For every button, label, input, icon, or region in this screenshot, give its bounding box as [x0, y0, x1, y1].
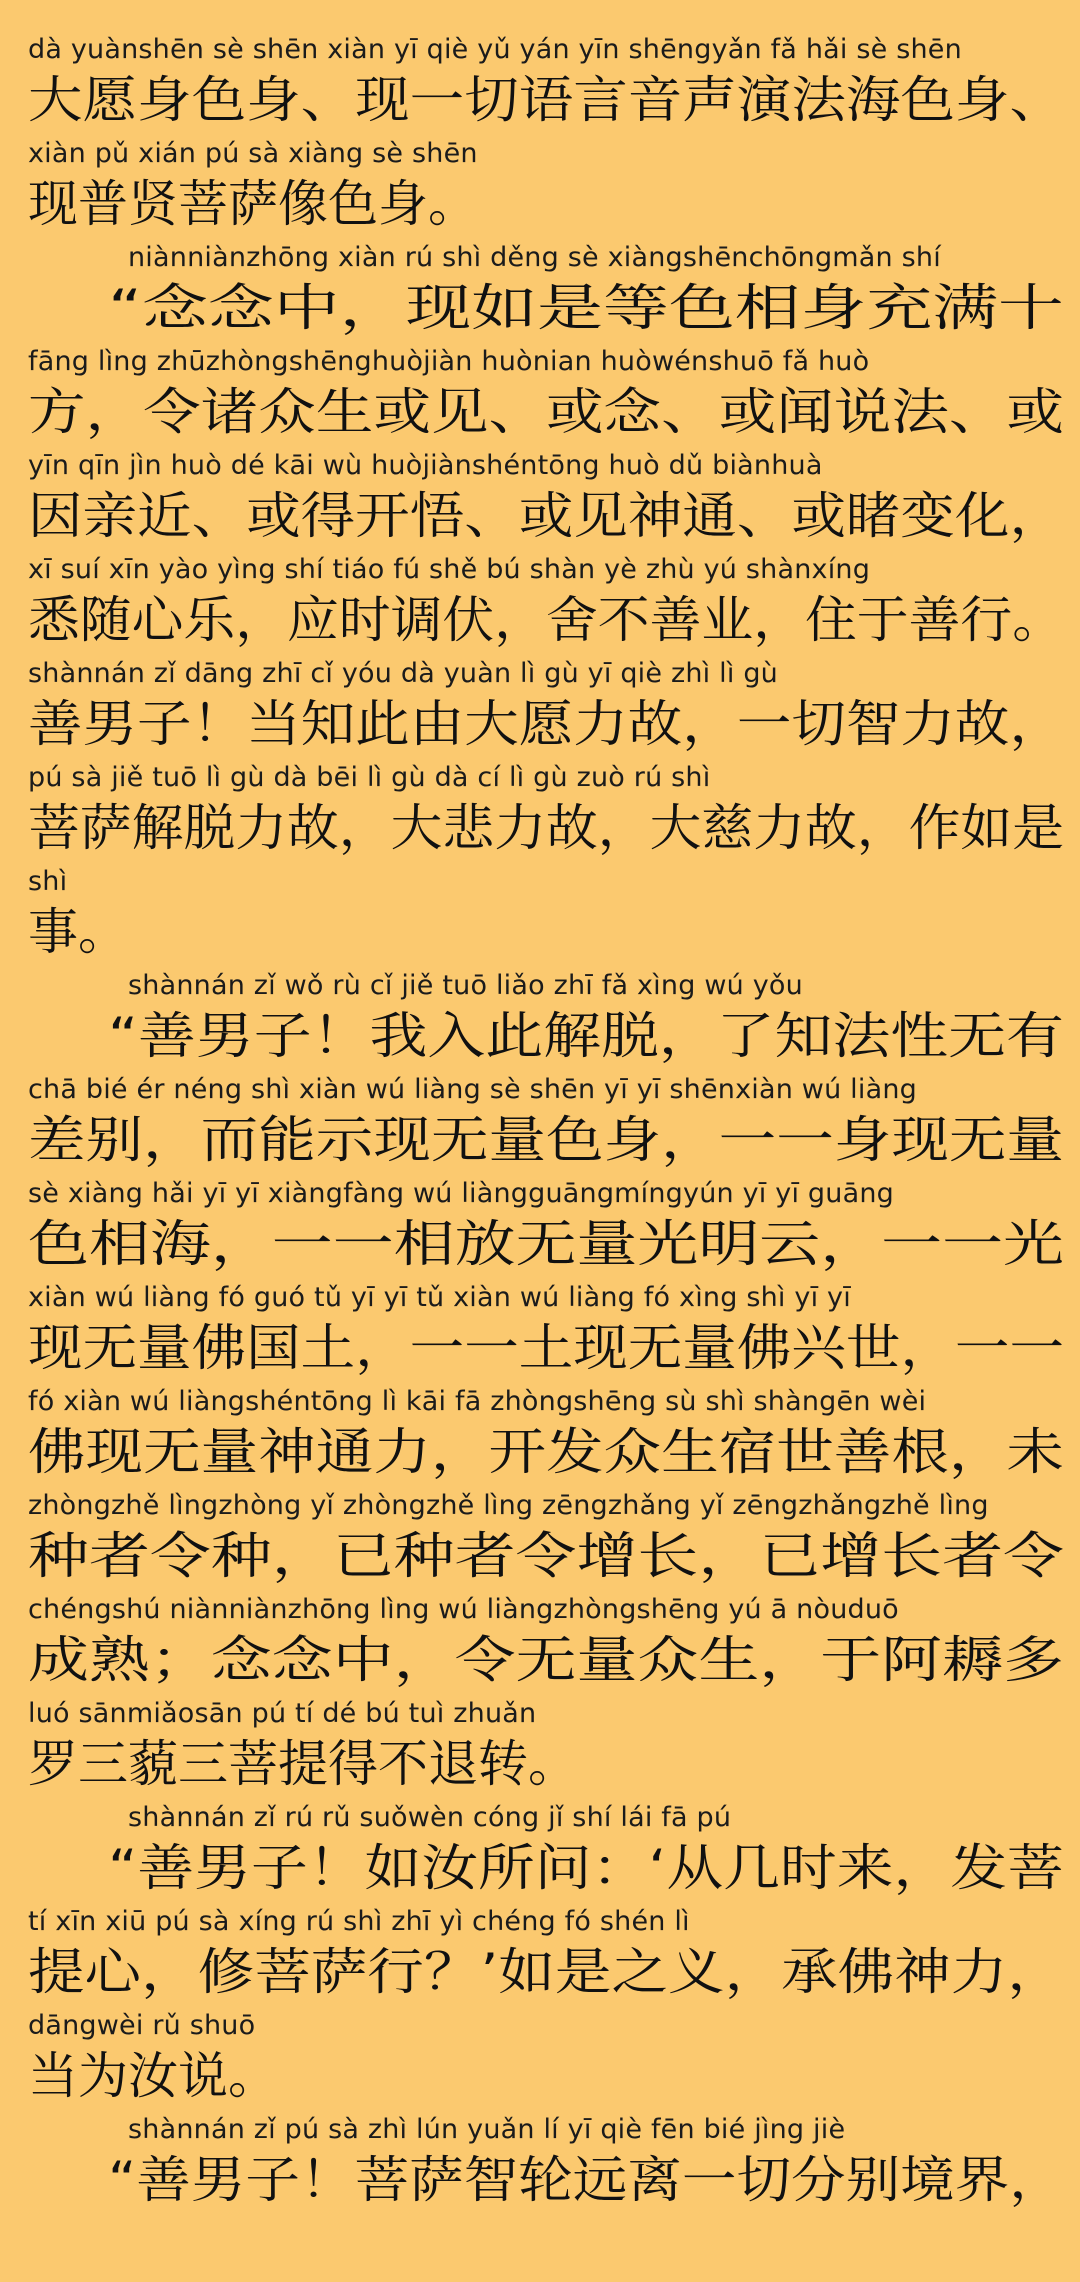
- pinyin-line-18: shànnán zǐ rú rǔ suǒwèn cóng jǐ shí lái fā pú: [128, 1802, 732, 1833]
- pinyin-line-20: dāngwèi rǔ shuō: [28, 2010, 256, 2041]
- text-line-11: [0, 1072, 1080, 1178]
- hanzi-line-1: 大愿身色身、现一切语言音声演法海色身、: [28, 71, 1064, 129]
- hanzi-line-21: “善男子！菩萨智轮远离一切分别境界，: [108, 2151, 1064, 2209]
- hanzi-line-4: 方，令诸众生或见、或念、或闻说法、或: [28, 383, 1064, 441]
- pinyin-line-19: tí xīn xiū pú sà xíng rú shì zhī yì chéng fó shén lì: [28, 1906, 690, 1937]
- pinyin-line-10: shànnán zǐ wǒ rù cǐ jiě tuō liǎo zhī fǎ xìng wú yǒu: [128, 970, 803, 1001]
- hanzi-line-18: “善男子！如汝所问：‘从几时来，发菩: [108, 1839, 1064, 1897]
- text-line-12: [0, 1176, 1080, 1282]
- pinyin-line-17: luó sānmiǎosān pú tí dé bú tuì zhuǎn: [28, 1698, 537, 1729]
- pinyin-line-8: pú sà jiě tuō lì gù dà bēi lì gù dà cí lì gù zuò rú shì: [28, 762, 711, 793]
- hanzi-line-2: 现普贤菩萨像色身。: [28, 175, 478, 233]
- text-line-1: [0, 32, 1080, 138]
- pinyin-line-6: xī suí xīn yào yìng shí tiáo fú shě bú shàn yè zhù yú shànxíng: [28, 554, 871, 585]
- text-line-7: [0, 656, 1080, 762]
- pinyin-line-14: fó xiàn wú liàngshéntōng lì kāi fā zhòngshēng sù shì shàngēn wèi: [28, 1386, 927, 1417]
- pinyin-line-15: zhòngzhě lìngzhòng yǐ zhòngzhě lìng zēngzhǎng yǐ zēngzhǎngzhě lìng: [28, 1490, 989, 1521]
- text-line-10: [0, 968, 1080, 1074]
- pinyin-line-3: niànniànzhōng xiàn rú shì děng sè xiàngshēnchōngmǎn shí: [128, 242, 941, 273]
- pinyin-line-9: shì: [28, 866, 68, 897]
- text-line-2: [0, 136, 1080, 242]
- hanzi-line-5: 因亲近、或得开悟、或见神通、或睹变化，: [28, 487, 1064, 545]
- hanzi-line-15: 种者令种，已种者令增长，已增长者令: [28, 1527, 1064, 1585]
- text-line-21: [0, 2112, 1080, 2218]
- text-line-20: [0, 2008, 1080, 2114]
- text-line-15: [0, 1488, 1080, 1594]
- hanzi-line-20: 当为汝说。: [28, 2047, 278, 2105]
- hanzi-line-13: 现无量佛国土，一一土现无量佛兴世，一一: [28, 1319, 1064, 1377]
- text-line-13: [0, 1280, 1080, 1386]
- pinyin-line-12: sè xiàng hǎi yī yī xiàngfàng wú liàngguāngmíngyún yī yī guāng: [28, 1178, 894, 1209]
- pinyin-line-4: fāng lìng zhūzhòngshēnghuòjiàn huònian huòwénshuō fǎ huò: [28, 346, 870, 377]
- text-line-16: [0, 1592, 1080, 1698]
- pinyin-line-16: chéngshú niànniànzhōng lìng wú liàngzhòngshēng yú ā nòuduō: [28, 1594, 899, 1625]
- hanzi-line-17: 罗三藐三菩提得不退转。: [28, 1735, 578, 1793]
- text-line-17: [0, 1696, 1080, 1802]
- text-line-14: [0, 1384, 1080, 1490]
- text-line-8: [0, 760, 1080, 866]
- pinyin-line-21: shànnán zǐ pú sà zhì lún yuǎn lí yī qiè fēn bié jìng jiè: [128, 2114, 846, 2145]
- text-line-6: [0, 552, 1080, 658]
- pinyin-line-7: shànnán zǐ dāng zhī cǐ yóu dà yuàn lì gù yī qiè zhì lì gù: [28, 658, 778, 689]
- hanzi-line-7: 善男子！当知此由大愿力故，一切智力故，: [28, 695, 1064, 753]
- text-line-5: [0, 448, 1080, 554]
- text-line-19: [0, 1904, 1080, 2010]
- pinyin-line-5: yīn qīn jìn huò dé kāi wù huòjiànshéntōng huò dǔ biànhuà: [28, 450, 823, 481]
- hanzi-line-12: 色相海，一一相放无量光明云，一一光: [28, 1215, 1064, 1273]
- hanzi-line-11: 差别，而能示现无量色身，一一身现无量: [28, 1111, 1064, 1169]
- hanzi-line-19: 提心，修菩萨行？’如是之义，承佛神力，: [28, 1943, 1064, 2001]
- hanzi-line-3: “念念中，现如是等色相身充满十: [108, 279, 1064, 337]
- text-line-18: [0, 1800, 1080, 1906]
- pinyin-line-11: chā bié ér néng shì xiàn wú liàng sè shēn yī yī shēnxiàn wú liàng: [28, 1074, 917, 1105]
- hanzi-line-10: “善男子！我入此解脱，了知法性无有: [108, 1007, 1064, 1065]
- hanzi-line-9: 事。: [28, 903, 128, 961]
- pinyin-line-2: xiàn pǔ xián pú sà xiàng sè shēn: [28, 138, 478, 169]
- text-line-9: [0, 864, 1080, 970]
- pinyin-line-1: dà yuànshēn sè shēn xiàn yī qiè yǔ yán yīn shēngyǎn fǎ hǎi sè shēn: [28, 34, 962, 65]
- hanzi-line-14: 佛现无量神通力，开发众生宿世善根，未: [28, 1423, 1064, 1481]
- text-line-4: [0, 344, 1080, 450]
- pinyin-line-13: xiàn wú liàng fó guó tǔ yī yī tǔ xiàn wú liàng fó xìng shì yī yī: [28, 1282, 851, 1313]
- hanzi-line-6: 悉随心乐，应时调伏，舍不善业，住于善行。: [28, 591, 1064, 649]
- text-line-3: [0, 240, 1080, 346]
- hanzi-line-8: 菩萨解脱力故，大悲力故，大慈力故，作如是: [28, 799, 1064, 857]
- hanzi-line-16: 成熟；念念中，令无量众生，于阿耨多: [28, 1631, 1064, 1689]
